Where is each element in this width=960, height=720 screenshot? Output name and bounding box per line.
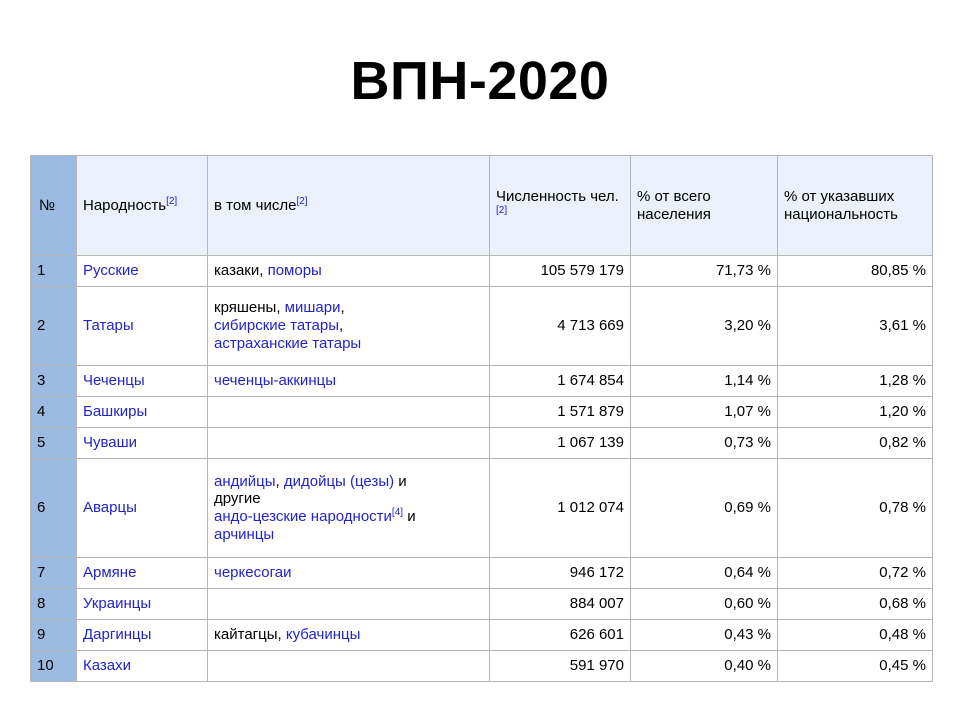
column-header-people — [77, 156, 208, 256]
percent-of-declared-cell: 0,68 % — [778, 589, 933, 620]
reference-marker[interactable]: [2] — [296, 195, 308, 207]
column-header-count-label: Численность чел. — [496, 187, 619, 205]
column-header-number: № — [31, 156, 77, 256]
included-group-text: казаки — [214, 262, 260, 280]
percent-of-declared-cell: 1,28 % — [778, 366, 933, 397]
people-name-cell — [77, 558, 208, 589]
included-group-text: , — [259, 262, 268, 280]
percent-of-declared-cell: 1,20 % — [778, 397, 933, 428]
included-group-link[interactable]: поморы — [267, 262, 322, 280]
people-link[interactable]: Даргинцы — [83, 626, 152, 644]
people-name-cell — [77, 397, 208, 428]
population-count-cell: 105 579 179 — [490, 256, 631, 287]
table-row — [31, 651, 933, 682]
included-group-link[interactable]: андийцы — [214, 472, 276, 490]
row-number-cell: 2 — [31, 287, 77, 366]
column-header-included-label: в том числе — [214, 196, 297, 214]
people-link[interactable]: Татары — [83, 317, 134, 335]
row-number-cell: 3 — [31, 366, 77, 397]
percent-of-total-cell: 0,60 % — [631, 589, 778, 620]
population-count-cell: 591 970 — [490, 651, 631, 682]
percent-of-declared-cell: 0,78 % — [778, 459, 933, 558]
row-number-cell: 5 — [31, 428, 77, 459]
included-groups-cell — [208, 397, 490, 428]
population-count-cell: 4 713 669 — [490, 287, 631, 366]
row-number-cell: 8 — [31, 589, 77, 620]
table-row — [31, 558, 933, 589]
included-group-text: кайтагцы — [214, 626, 278, 644]
people-link[interactable]: Чеченцы — [83, 372, 145, 390]
population-count-cell: 884 007 — [490, 589, 631, 620]
percent-of-total-cell: 1,07 % — [631, 397, 778, 428]
people-link[interactable]: Украинцы — [83, 595, 152, 613]
included-group-link[interactable]: мишари — [284, 299, 341, 317]
included-groups-cell — [208, 256, 490, 287]
row-number-cell: 4 — [31, 397, 77, 428]
table-row — [31, 459, 933, 558]
percent-of-total-cell: 0,43 % — [631, 620, 778, 651]
row-number-cell: 10 — [31, 651, 77, 682]
included-groups-cell — [208, 558, 490, 589]
table-row — [31, 620, 933, 651]
column-header-percent-total: % от всего населения — [631, 156, 778, 256]
percent-of-total-cell: 0,69 % — [631, 459, 778, 558]
table-row — [31, 256, 933, 287]
people-link[interactable]: Русские — [83, 262, 139, 280]
row-number-cell: 9 — [31, 620, 77, 651]
table-row — [31, 287, 933, 366]
included-group-link[interactable]: андо-цезские народности — [214, 508, 392, 525]
people-link[interactable]: Казахи — [83, 657, 132, 675]
percent-of-declared-cell: 0,45 % — [778, 651, 933, 682]
included-group-text: , — [339, 317, 344, 335]
column-header-people-label: Народность — [83, 196, 167, 214]
included-group-text: , — [277, 626, 286, 644]
people-link[interactable]: Башкиры — [83, 403, 148, 421]
table-body — [31, 256, 933, 682]
table-row — [31, 589, 933, 620]
percent-of-total-cell: 0,40 % — [631, 651, 778, 682]
census-table — [30, 155, 933, 682]
included-group-text: , — [340, 299, 345, 317]
included-group-link[interactable]: кубачинцы — [285, 626, 361, 644]
included-groups-cell — [208, 366, 490, 397]
included-groups-cell — [208, 428, 490, 459]
included-group-link[interactable]: дидойцы (цезы) — [283, 472, 395, 490]
included-group-text: , — [276, 299, 285, 317]
percent-of-declared-cell: 80,85 % — [778, 256, 933, 287]
row-number-cell: 7 — [31, 558, 77, 589]
included-groups-cell — [208, 589, 490, 620]
percent-of-declared-cell: 0,48 % — [778, 620, 933, 651]
table-header — [31, 156, 933, 256]
population-count-cell: 1 571 879 — [490, 397, 631, 428]
page-title: ВПН-2020 — [350, 51, 610, 111]
included-group-link[interactable]: чеченцы-аккинцы — [214, 372, 336, 390]
percent-of-total-cell: 1,14 % — [631, 366, 778, 397]
included-group-text: и — [394, 472, 407, 490]
table-row — [31, 397, 933, 428]
included-group-text: , — [275, 472, 284, 490]
included-groups-cell — [208, 287, 490, 366]
included-group-text: другие — [214, 490, 261, 508]
percent-of-total-cell: 71,73 % — [631, 256, 778, 287]
table-row — [31, 428, 933, 459]
reference-marker[interactable]: [4] — [391, 507, 404, 518]
people-name-cell — [77, 589, 208, 620]
row-number-cell: 1 — [31, 256, 77, 287]
column-header-included — [208, 156, 490, 256]
population-count-cell: 626 601 — [490, 620, 631, 651]
people-name-cell — [77, 428, 208, 459]
included-groups-cell — [208, 651, 490, 682]
people-link[interactable]: Армяне — [83, 564, 137, 582]
included-group-link[interactable]: астраханские татары — [214, 334, 362, 352]
included-group-text: и — [403, 508, 416, 525]
table-header-row — [31, 156, 933, 256]
people-link[interactable]: Чуваши — [83, 434, 138, 452]
included-groups-cell — [208, 459, 490, 558]
included-group-link[interactable]: сибирские татары — [214, 317, 340, 335]
percent-of-declared-cell: 0,72 % — [778, 558, 933, 589]
column-header-percent-declared: % от указавших национальность — [778, 156, 933, 256]
reference-marker[interactable]: [2] — [166, 195, 178, 207]
included-groups-cell — [208, 620, 490, 651]
people-name-cell — [77, 651, 208, 682]
people-name-cell — [77, 287, 208, 366]
included-group-text: кряшены — [214, 299, 277, 317]
percent-of-total-cell: 0,64 % — [631, 558, 778, 589]
included-group-link[interactable]: арчинцы — [214, 525, 275, 543]
census-table-container — [30, 155, 932, 682]
row-number-cell: 6 — [31, 459, 77, 558]
percent-of-declared-cell: 3,61 % — [778, 287, 933, 366]
population-count-cell: 1 067 139 — [490, 428, 631, 459]
included-group-link[interactable]: черкесогаи — [214, 564, 292, 582]
percent-of-declared-cell: 0,82 % — [778, 428, 933, 459]
column-header-count — [490, 156, 631, 256]
people-name-cell — [77, 459, 208, 558]
people-name-cell — [77, 620, 208, 651]
percent-of-total-cell: 3,20 % — [631, 287, 778, 366]
people-name-cell — [77, 256, 208, 287]
population-count-cell: 1 012 074 — [490, 459, 631, 558]
people-link[interactable]: Аварцы — [83, 499, 137, 517]
percent-of-total-cell: 0,73 % — [631, 428, 778, 459]
population-count-cell: 1 674 854 — [490, 366, 631, 397]
people-name-cell — [77, 366, 208, 397]
population-count-cell: 946 172 — [490, 558, 631, 589]
table-row — [31, 366, 933, 397]
reference-marker[interactable]: [2] — [496, 204, 508, 216]
